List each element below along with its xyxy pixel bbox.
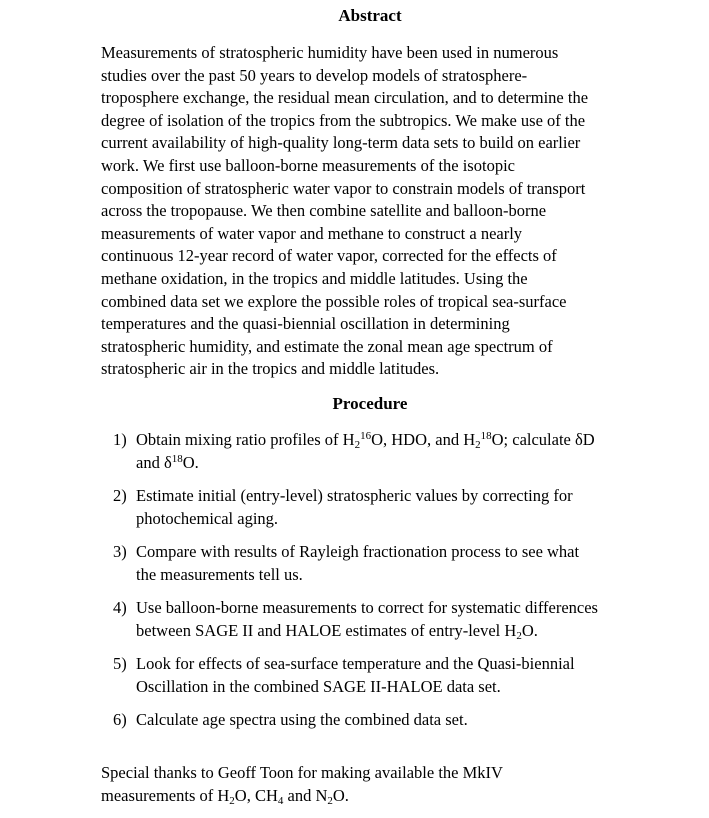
abstract-line: measurements of water vapor and methane to construct a nearly <box>101 223 523 243</box>
acknowledgement-paragraph: Special thanks to Geoff Toon for making available the MkIV measurements of $H_2O$, $CH_4$ and $N_2O$. <box>101 763 503 807</box>
procedure-item-5: 5) Look for effects of sea-surface temperature and the Quasi-biennial Oscillation in the combined SAGE II-HALOE data set. <box>113 654 575 696</box>
item-number: 4) <box>113 598 127 617</box>
item-number: 3) <box>113 542 127 561</box>
abstract-line: work. We first use balloon-borne measurements of the isotopic <box>101 155 515 175</box>
procedure-item-4: 4) Use balloon-borne measurements to correct for systematic differences between SAGE II and HALOE estimates of entry-level $H_2O$. <box>113 598 598 642</box>
procedure-item-2: 2) Estimate initial (entry-level) stratospheric values by correcting for photochemical aging. <box>113 486 573 528</box>
abstract-line: troposphere exchange, the residual mean circulation, and to determine the <box>101 88 589 108</box>
item-number: 6) <box>113 710 127 729</box>
item-number: 2) <box>113 486 127 505</box>
abstract-line: Measurements of stratospheric humidity have been used in numerous <box>101 43 559 62</box>
abstract-line: continuous 12-year record of water vapor, corrected for the effects of <box>101 246 557 266</box>
abstract-line: stratospheric air in the tropics and middle latitudes. <box>101 359 440 379</box>
abstract-line: combined data set we explore the possible roles of tropical sea-surface <box>101 291 567 311</box>
procedure-item-6: 6) Calculate age spectra using the combined data set. <box>113 709 673 732</box>
procedure-heading: Procedure <box>332 394 408 413</box>
procedure-item-1: 1) Obtain mixing ratio profiles of $H_2^{16}O$, HDO, and $H_2^{18}O$; calculate δD and $\delta^{18}O$. <box>113 430 595 472</box>
item-number: 5) <box>113 654 127 673</box>
abstract-line: across the tropopause. We then combine satellite and balloon-borne <box>101 201 547 221</box>
abstract-line: stratospheric humidity, and estimate the zonal mean age spectrum of <box>101 336 553 356</box>
abstract-line: methane oxidation, in the tropics and middle latitudes. Using the <box>101 268 528 288</box>
procedure-item-3: 3) Compare with results of Rayleigh fractionation process to see what the measurements tell us. <box>113 542 580 584</box>
abstract-line: temperatures and the quasi-biennial oscillation in determining <box>101 314 510 334</box>
abstract-line: studies over the past 50 years to develop models of stratosphere- <box>101 65 528 85</box>
item-number: 1) <box>113 430 127 449</box>
abstract-line: current availability of high-quality long-term data sets to build on earlier <box>101 133 581 153</box>
abstract-heading: Abstract <box>338 6 402 25</box>
abstract-line: composition of stratospheric water vapor to constrain models of transport <box>101 178 586 198</box>
abstract-paragraph <box>101 42 661 381</box>
abstract-line: degree of isolation of the tropics from the subtropics. We make use of the <box>101 110 586 130</box>
